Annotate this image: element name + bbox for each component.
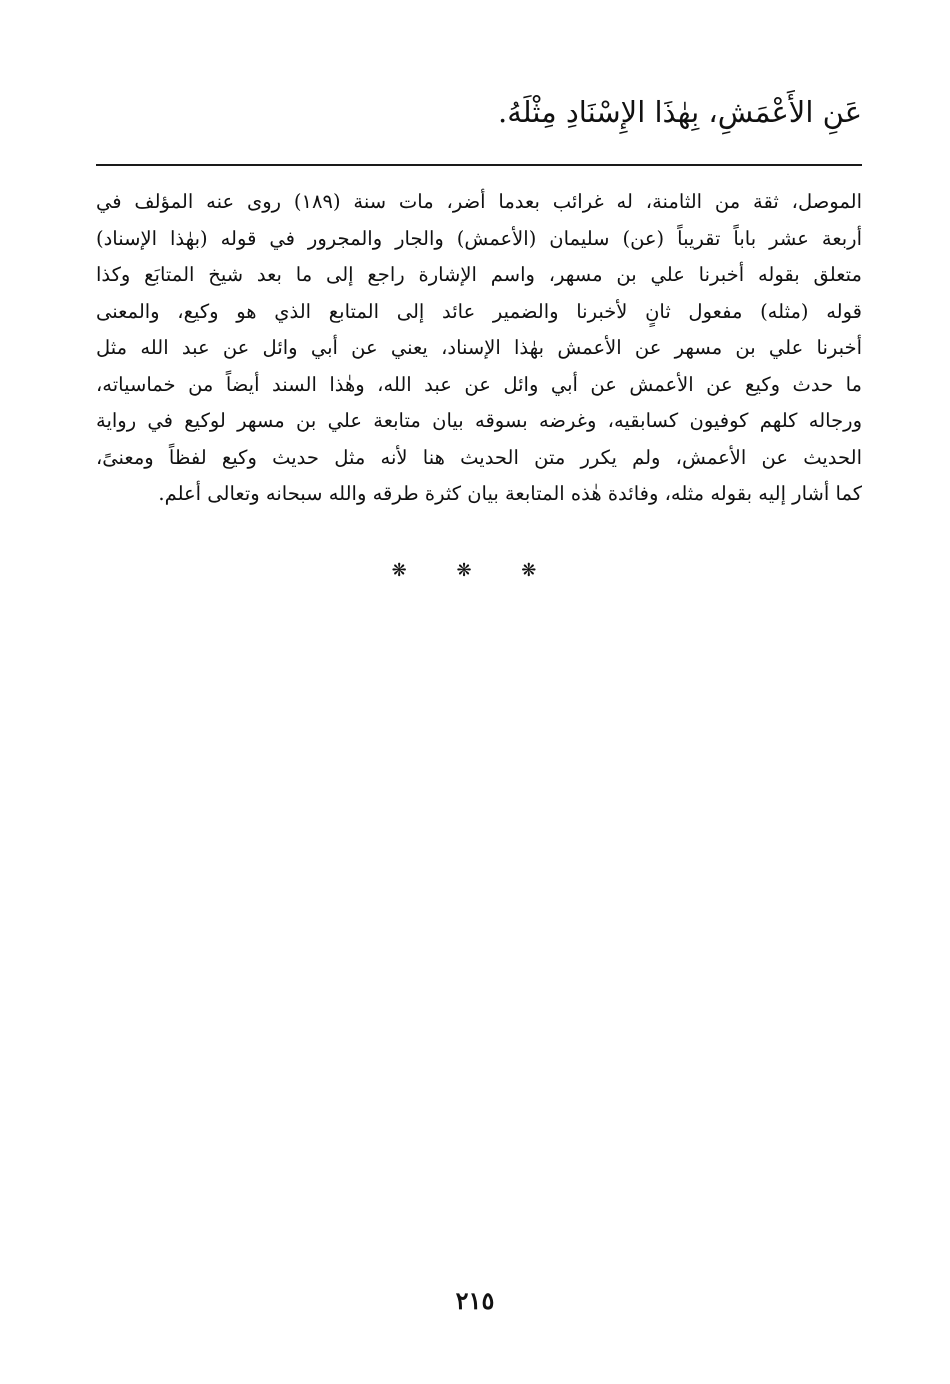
page-number: ٢١٥ [455,1286,495,1315]
commentary-line: متعلق بقوله أخبرنا علي بن مسهر، واسم الإشارة راجع إلى ما بعد شيخ المتابَع وكذا [96,263,862,286]
section-separator [0,560,950,581]
commentary-line: ورجاله كلهم كوفيون كسابقيه، وغرضه بسوقه بيان متابعة علي بن مسهر لوكيع في رواية [96,409,862,432]
asterism-icon: ❋ [391,560,429,581]
commentary-line: كما أشار إليه بقوله مثله، وفائدة هٰذه المتابعة بيان كثرة طرقه والله سبحانه وتعالى أعلم. [158,482,862,505]
asterism-icon: ❋ [456,560,494,581]
commentary-line: أربعة عشر باباً تقريباً (عن) سليمان (الأعمش) والجار والمجرور في قوله (بهٰذا الإسناد) [96,226,862,250]
commentary-line: ما حدث وكيع عن الأعمش عن أبي وائل عن عبد الله، وهٰذا السند أيضاً من خماسياته، [96,372,862,396]
commentary-line: الموصل، ثقة من الثامنة، له غرائب بعدما أضر، مات سنة (١٨٩) روى عنه المؤلف في [96,190,862,213]
commentary-line: أخبرنا علي بن مسهر عن الأعمش بهٰذا الإسناد، يعني عن أبي وائل عن عبد الله مثل [96,336,862,359]
commentary-block [96,184,862,513]
hadith-text: عَنِ الأَعْمَشِ، بِهٰذَا الإِسْنَادِ مِثْلَهُ. [497,95,862,129]
footnote-divider [96,164,862,166]
commentary-line: قوله (مثله) مفعول ثانٍ لأخبرنا والضمير عائد إلى المتابع الذي هو وكيع، والمعنى [96,299,862,323]
asterism-icon: ❋ [521,560,559,581]
commentary-line: الحديث عن الأعمش، ولم يكرر متن الحديث هنا لأنه مثل حديث وكيع لفظاً ومعنىً، [96,445,862,469]
